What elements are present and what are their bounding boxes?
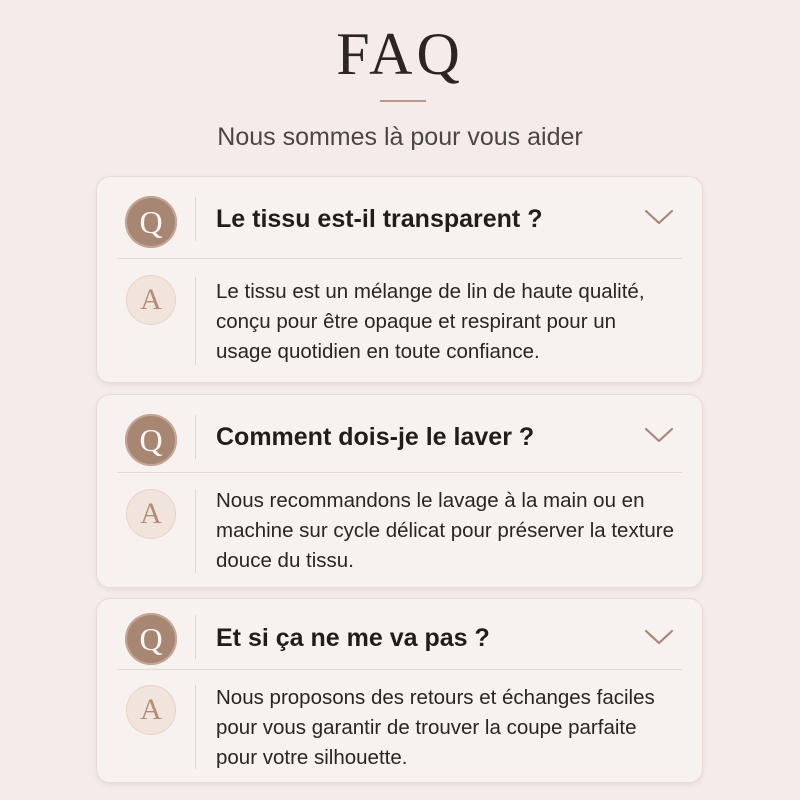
vertical-divider [195, 197, 196, 241]
chevron-down-icon[interactable] [644, 628, 674, 646]
faq-question: Comment dois-je le laver ? [216, 423, 535, 451]
page-subtitle: Nous sommes là pour vous aider [217, 123, 583, 151]
a-badge-icon: A [126, 275, 176, 325]
faq-item [96, 394, 703, 588]
vertical-divider [195, 615, 196, 659]
vertical-divider [195, 685, 196, 769]
horizontal-divider [117, 669, 682, 670]
horizontal-divider [117, 258, 682, 259]
chevron-down-icon[interactable] [644, 208, 674, 226]
faq-question-toggle[interactable] [97, 599, 702, 679]
title-underline [380, 100, 426, 102]
a-badge-icon: A [126, 489, 176, 539]
faq-question-toggle[interactable] [97, 177, 702, 257]
faq-answer: Nous proposons des retours et échanges faciles pour vous garantir de trouver la coupe parfaite pour votre silhouette. [216, 686, 655, 769]
faq-question-toggle[interactable] [97, 395, 702, 475]
chevron-down-icon[interactable] [644, 426, 674, 444]
faq-answer: Nous recommandons le lavage à la main ou en machine sur cycle délicat pour préserver la texture douce du tissu. [216, 489, 675, 572]
vertical-divider [195, 489, 196, 573]
faq-question: Le tissu est-il transparent ? [216, 205, 543, 233]
q-badge-icon: Q [125, 196, 177, 248]
page-title: FAQ [336, 21, 464, 87]
q-badge-icon: Q [125, 613, 177, 665]
vertical-divider [195, 415, 196, 459]
vertical-divider [195, 277, 196, 365]
q-badge-icon: Q [125, 414, 177, 466]
faq-item [96, 598, 703, 783]
horizontal-divider [117, 472, 682, 473]
a-badge-icon: A [126, 685, 176, 735]
faq-item [96, 176, 703, 383]
faq-question: Et si ça ne me va pas ? [216, 624, 490, 652]
faq-answer: Le tissu est un mélange de lin de haute qualité, conçu pour être opaque et respirant pour un usage quotidien en toute confiance. [216, 280, 645, 363]
